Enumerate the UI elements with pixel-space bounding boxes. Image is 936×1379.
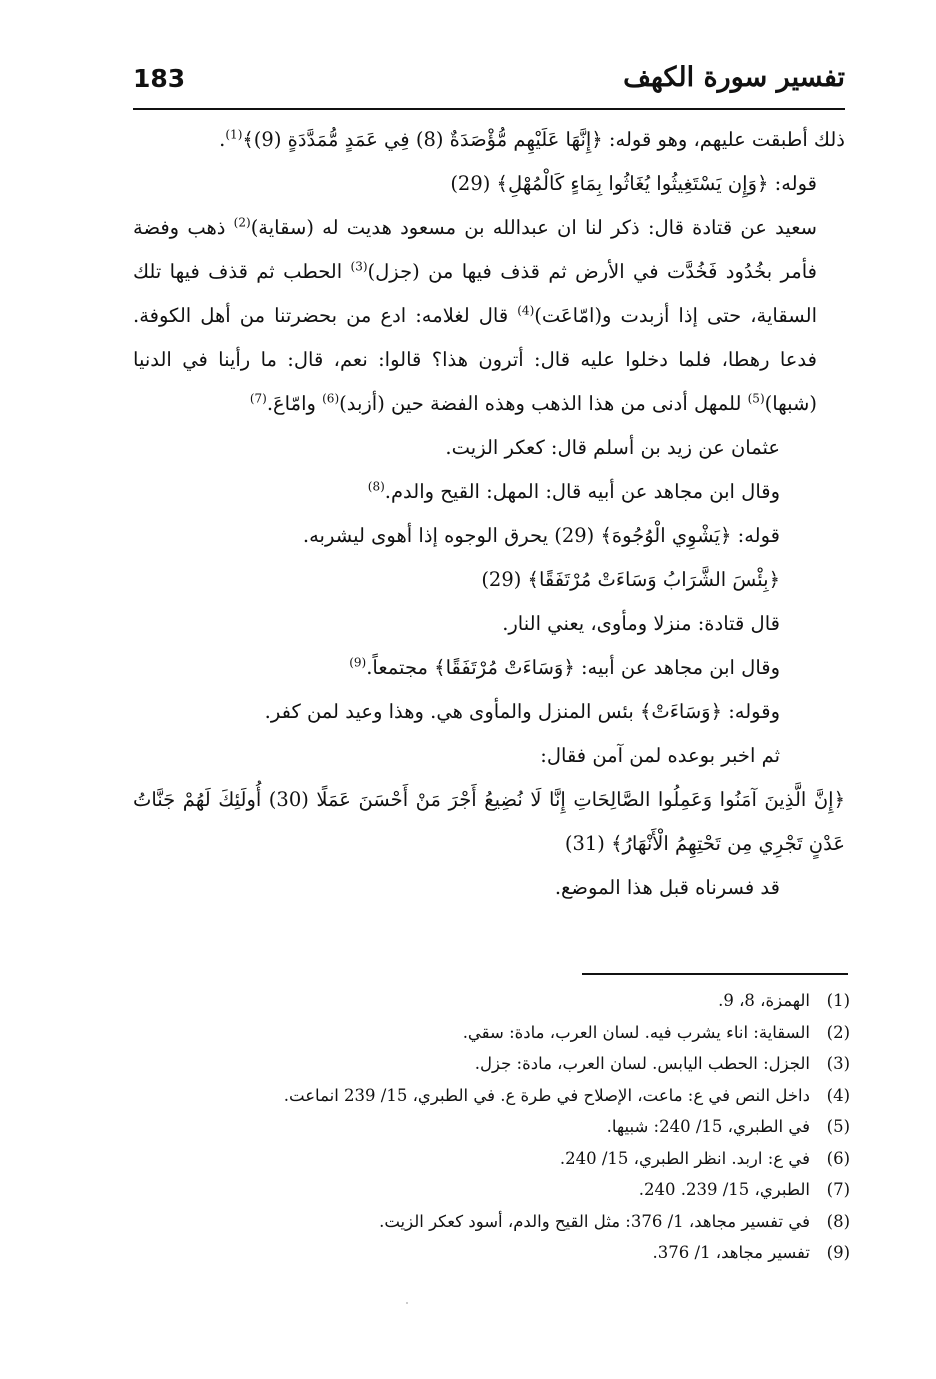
footnote-ref: (9) [349, 655, 367, 670]
footnotes [133, 985, 850, 1269]
footnote: (1)الهمزة، 8، 9. [718, 991, 850, 1010]
footnote-rule [582, 973, 848, 975]
main-text [133, 118, 845, 910]
footnote: (4)داخل النص في ع: ماعت، الإصلاح في طرة ع. في الطبري، 15/ 239 انماعت. [283, 1085, 850, 1105]
footnote-ref: (1) [225, 127, 243, 142]
quran-verse: ﴿إِنَّ الَّذِينَ آمَنُوا وَعَمِلُوا الصَّالِحَاتِ إِنَّا لَا نُضِيعُ أَجْرَ مَنْ أَحْسَنَ عَمَلًا (30) أُولَئِكَ لَهُمْ جَنَّاتُ عَدْنٍ تَجْرِي مِن تَحْتِهِمُ الْأَنْهَارُ﴾ (31) [133, 788, 845, 855]
footnote-ref: (6) [322, 391, 340, 406]
paragraph: قوله: ﴿يَشْوِي الْوُجُوهَ﴾ (29) يحرق الوجوه إذا أهوى ليشربه. [302, 524, 780, 547]
chapter-title: تفسير سورة الكهف [623, 62, 845, 93]
footnote: (5)في الطبري، 15/ 240: شبيها. [606, 1117, 850, 1136]
footnote-ref: (7) [249, 391, 267, 406]
header-rule [133, 108, 845, 110]
footnote-ref: (2) [233, 215, 251, 230]
footnote-ref: (8) [367, 479, 385, 494]
footnote: (3)الجزل: الحطب اليابس. لسان العرب، مادة: جزل. [474, 1054, 850, 1073]
paragraph: قال قتادة: منزلا ومأوى، يعني النار. [502, 612, 780, 635]
paragraph: ثم اخبر بوعده لمن آمن فقال: [540, 744, 780, 767]
paragraph: ذلك أطبقت عليهم، وهو قوله: ﴿إِنَّهَا عَلَيْهِم مُّؤْصَدَةٌ (8) فِي عَمَدٍ مُّمَدَّدَةٍ (9)﴾$^{(1)}$. [219, 127, 845, 151]
page-number: 183 [133, 64, 186, 93]
footnote-ref: (5) [747, 391, 765, 406]
footnote: (9)تفسير مجاهد، 1/ 376. [652, 1243, 850, 1262]
running-header [133, 54, 845, 104]
paragraph: سعيد عن قتادة قال: ذكر لنا ان عبدالله بن مسعود هديت له (سقاية)$^{(2)}$ ذهب وفضة فأمر بخُدُود فَخُدَّت في الأرض ثم قذف فيها من (جزل)$^{(3)}$ الحطب ثم قذف فيها تلك السقاية، حتى إذا أزبدت و(امّاعَت)$^{(4)}$ قال لغلامه: ادع من بحضرتنا من أهل الكوفة. فدعا رهطا، فلما دخلوا عليه قال: أترون هذا؟ قالوا: نعم، قال: ما رأينا في الدنيا (شبها)$^{(5)}$ للمهل أدنى من هذا الذهب وهذه الفضة حين (أزبد)$^{(6)}$ وامّاعَ.$^{(7)}$ [133, 215, 817, 415]
footnote-ref: (3) [350, 259, 368, 274]
footnote: (2)السقاية: اناء يشرب فيه. لسان العرب، مادة: سقي. [462, 1022, 850, 1042]
footnote: (6)في ع: اربد. انظر الطبري، 15/ 240. [559, 1148, 850, 1168]
footnote-ref: (4) [517, 303, 535, 318]
paragraph: عثمان عن زيد بن أسلم قال: كعكر الزيت. [445, 436, 780, 459]
paragraph: قوله: ﴿وَإِن يَسْتَغِيثُوا يُغَاثُوا بِمَاءٍ كَالْمُهْلِ﴾ (29) [450, 172, 817, 195]
footnote: (8)في تفسير مجاهد، 1/ 376: مثل القيح والدم، أسود كعكر الزيت. [379, 1211, 850, 1231]
paragraph: وقال ابن مجاهد عن أبيه: ﴿وَسَاءَتْ مُرْتَفَقًا﴾ مجتمعاً.$^{(9)}$ [349, 655, 780, 679]
scan-speck [406, 1302, 408, 1304]
paragraph: قد فسرناه قبل هذا الموضع. [554, 876, 780, 899]
paragraph: وقوله: ﴿وَسَاءَتْ﴾ بئس المنزل والمأوى هي. وهذا وعيد لمن كفر. [264, 700, 780, 723]
paragraph: وقال ابن مجاهد عن أبيه قال: المهل: القيح والدم.$^{(8)}$ [367, 479, 780, 503]
footnote: (7)الطبري، 15/ 239. 240. [638, 1180, 850, 1199]
paragraph: ﴿بِئْسَ الشَّرَابُ وَسَاءَتْ مُرْتَفَقًا﴾ (29) [481, 568, 780, 591]
